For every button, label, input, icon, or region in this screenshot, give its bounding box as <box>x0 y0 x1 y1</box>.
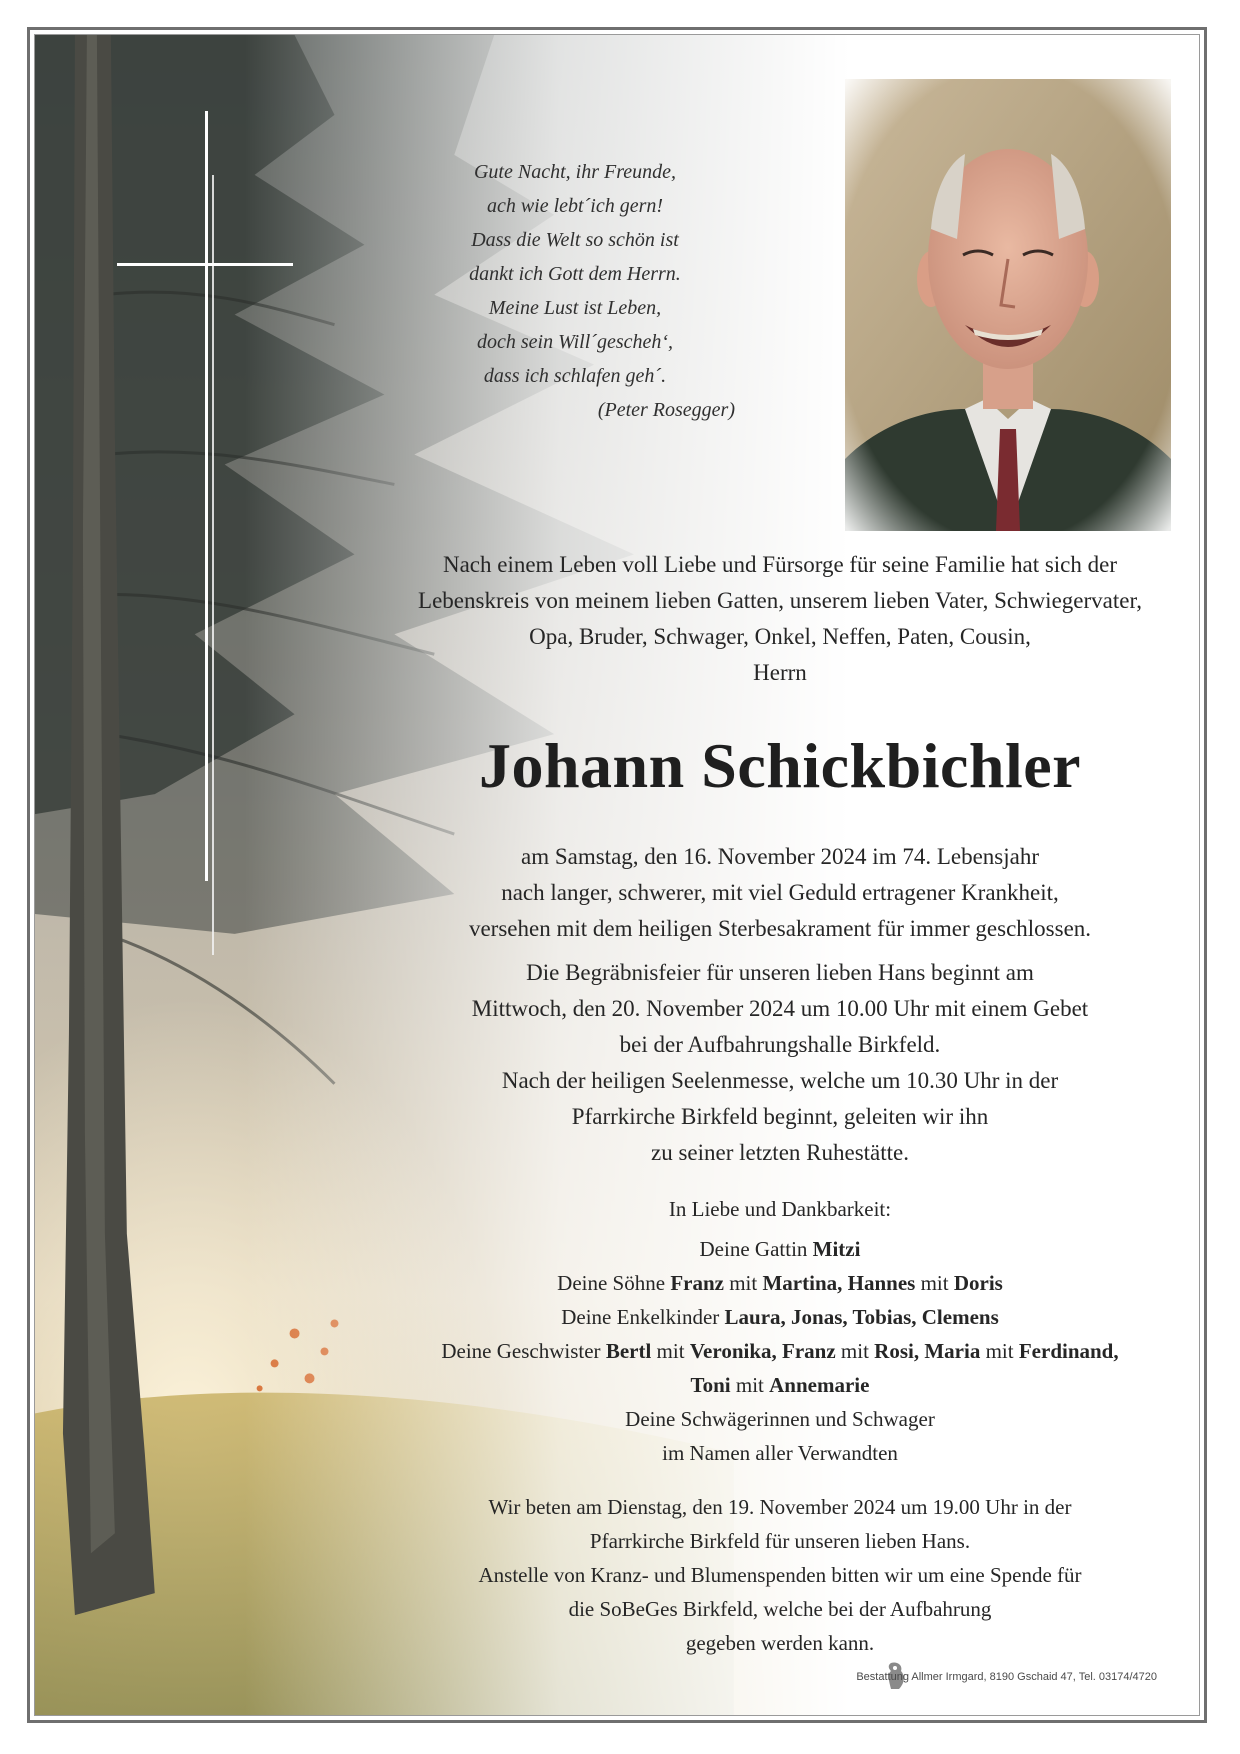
poem-line: dass ich schlafen geh´. <box>483 365 667 387</box>
portrait-photo <box>845 79 1171 531</box>
mourner-wife <box>365 1232 1195 1266</box>
undertaker-credit: Bestattung Allmer Irmgard, 8190 Gschaid 47, Tel. 03174/4720 <box>856 1671 1157 1683</box>
mourner-name: Veronika, Franz <box>689 1339 836 1363</box>
cross-vertical-line-secondary <box>212 175 214 955</box>
rosary-line: Anstelle von Kranz- und Blumenspenden bitten wir um eine Spende für <box>478 1563 1082 1587</box>
poem-line: ach wie lebt´ich gern! <box>486 195 664 217</box>
poem-line: Gute Nacht, ihr Freunde, <box>473 161 676 183</box>
mourner-conjunction: mit <box>729 1271 758 1295</box>
intro-line: Herrn <box>753 660 807 685</box>
intro-line: Opa, Bruder, Schwager, Onkel, Neffen, Paten, Cousin, <box>529 624 1031 649</box>
poem-line: Dass die Welt so schön ist <box>471 229 679 251</box>
obituary-card <box>34 34 1200 1716</box>
intro-line: Nach einem Leben voll Liebe und Fürsorge für seine Familie hat sich der <box>442 552 1118 577</box>
funeral-line: Nach der heiligen Seelenmesse, welche um 10.30 Uhr in der <box>501 1068 1059 1093</box>
mourner-sons <box>365 1266 1195 1300</box>
mourner-conjunction: mit <box>920 1271 949 1295</box>
rosary-line: gegeben werden kann. <box>685 1631 875 1655</box>
poem-line: dankt ich Gott dem Herrn. <box>469 263 681 285</box>
intro-text <box>365 547 1195 691</box>
funeral-line: Pfarrkirche Birkfeld beginnt, geleiten wir ihn <box>571 1104 989 1129</box>
mourner-relatives: im Namen aller Verwandten <box>662 1441 898 1465</box>
funeral-line: zu seiner letzten Ruhestätte. <box>650 1140 909 1165</box>
deceased-name: Johann Schickbichler <box>478 730 1082 801</box>
mourner-prefix: Deine Geschwister <box>441 1339 601 1363</box>
rosary-line: Pfarrkirche Birkfeld für unseren lieben Hans. <box>589 1529 971 1553</box>
funeral-info <box>365 955 1195 1171</box>
mourner-name: Doris <box>953 1271 1003 1295</box>
rosary-line: Wir beten am Dienstag, den 19. November 2024 um 19.00 Uhr in der <box>488 1495 1072 1519</box>
funeral-line: Mittwoch, den 20. November 2024 um 10.00 Uhr mit einem Gebet <box>471 996 1089 1021</box>
mourner-conjunction: mit <box>840 1339 869 1363</box>
intro-line: Lebenskreis von meinem lieben Gatten, unserem lieben Vater, Schwiegervater, <box>418 588 1142 613</box>
death-line: versehen mit dem heiligen Sterbesakrament für immer geschlossen. <box>468 916 1092 941</box>
mourner-name: Annemarie <box>769 1373 870 1397</box>
poem-line: Meine Lust ist Leben, <box>488 297 662 319</box>
mourner-conjunction: mit <box>735 1373 764 1397</box>
rosary-line: die SoBeGes Birkfeld, welche bei der Aufbahrung <box>568 1597 992 1621</box>
cross-horizontal-line <box>117 263 293 266</box>
rosary-info <box>365 1490 1195 1660</box>
mourner-name: Ferdinand, <box>1018 1339 1119 1363</box>
funeral-line: bei der Aufbahrungshalle Birkfeld. <box>619 1032 941 1057</box>
poem-author: (Peter Rosegger) <box>597 399 735 421</box>
mourner-name: Laura, Jonas, Tobias, Clemens <box>724 1305 999 1329</box>
mourners-list <box>365 1192 1195 1470</box>
mourners-header: In Liebe und Dankbarkeit: <box>668 1197 892 1221</box>
mourner-siblings-continued <box>365 1368 1195 1402</box>
mourner-prefix: Deine Enkelkinder <box>561 1305 720 1329</box>
mourner-name: Mitzi <box>812 1237 861 1261</box>
death-line: nach langer, schwerer, mit viel Geduld ertragener Krankheit, <box>501 880 1059 905</box>
poem-line: doch sein Will´gescheh‘, <box>476 331 674 353</box>
death-line: am Samstag, den 16. November 2024 im 74. Lebensjahr <box>520 844 1040 869</box>
mourner-in-laws: Deine Schwägerinnen und Schwager <box>625 1407 935 1431</box>
death-notice <box>365 839 1195 947</box>
funeral-line: Die Begräbnisfeier für unseren lieben Hans beginnt am <box>526 960 1034 985</box>
mourner-prefix: Deine Gattin <box>699 1237 808 1261</box>
mourner-conjunction: mit <box>985 1339 1014 1363</box>
cross-vertical-line <box>205 111 208 881</box>
mourner-name: Toni <box>690 1373 731 1397</box>
mourner-name: Rosi, Maria <box>874 1339 981 1363</box>
mourner-siblings <box>365 1334 1195 1368</box>
mourner-grandchildren <box>365 1300 1195 1334</box>
mourner-conjunction: mit <box>656 1339 685 1363</box>
poem <box>405 155 745 427</box>
mourner-name: Franz <box>670 1271 724 1295</box>
mourner-name: Martina, Hannes <box>762 1271 916 1295</box>
mourner-prefix: Deine Söhne <box>557 1271 666 1295</box>
mourner-name: Bertl <box>605 1339 652 1363</box>
